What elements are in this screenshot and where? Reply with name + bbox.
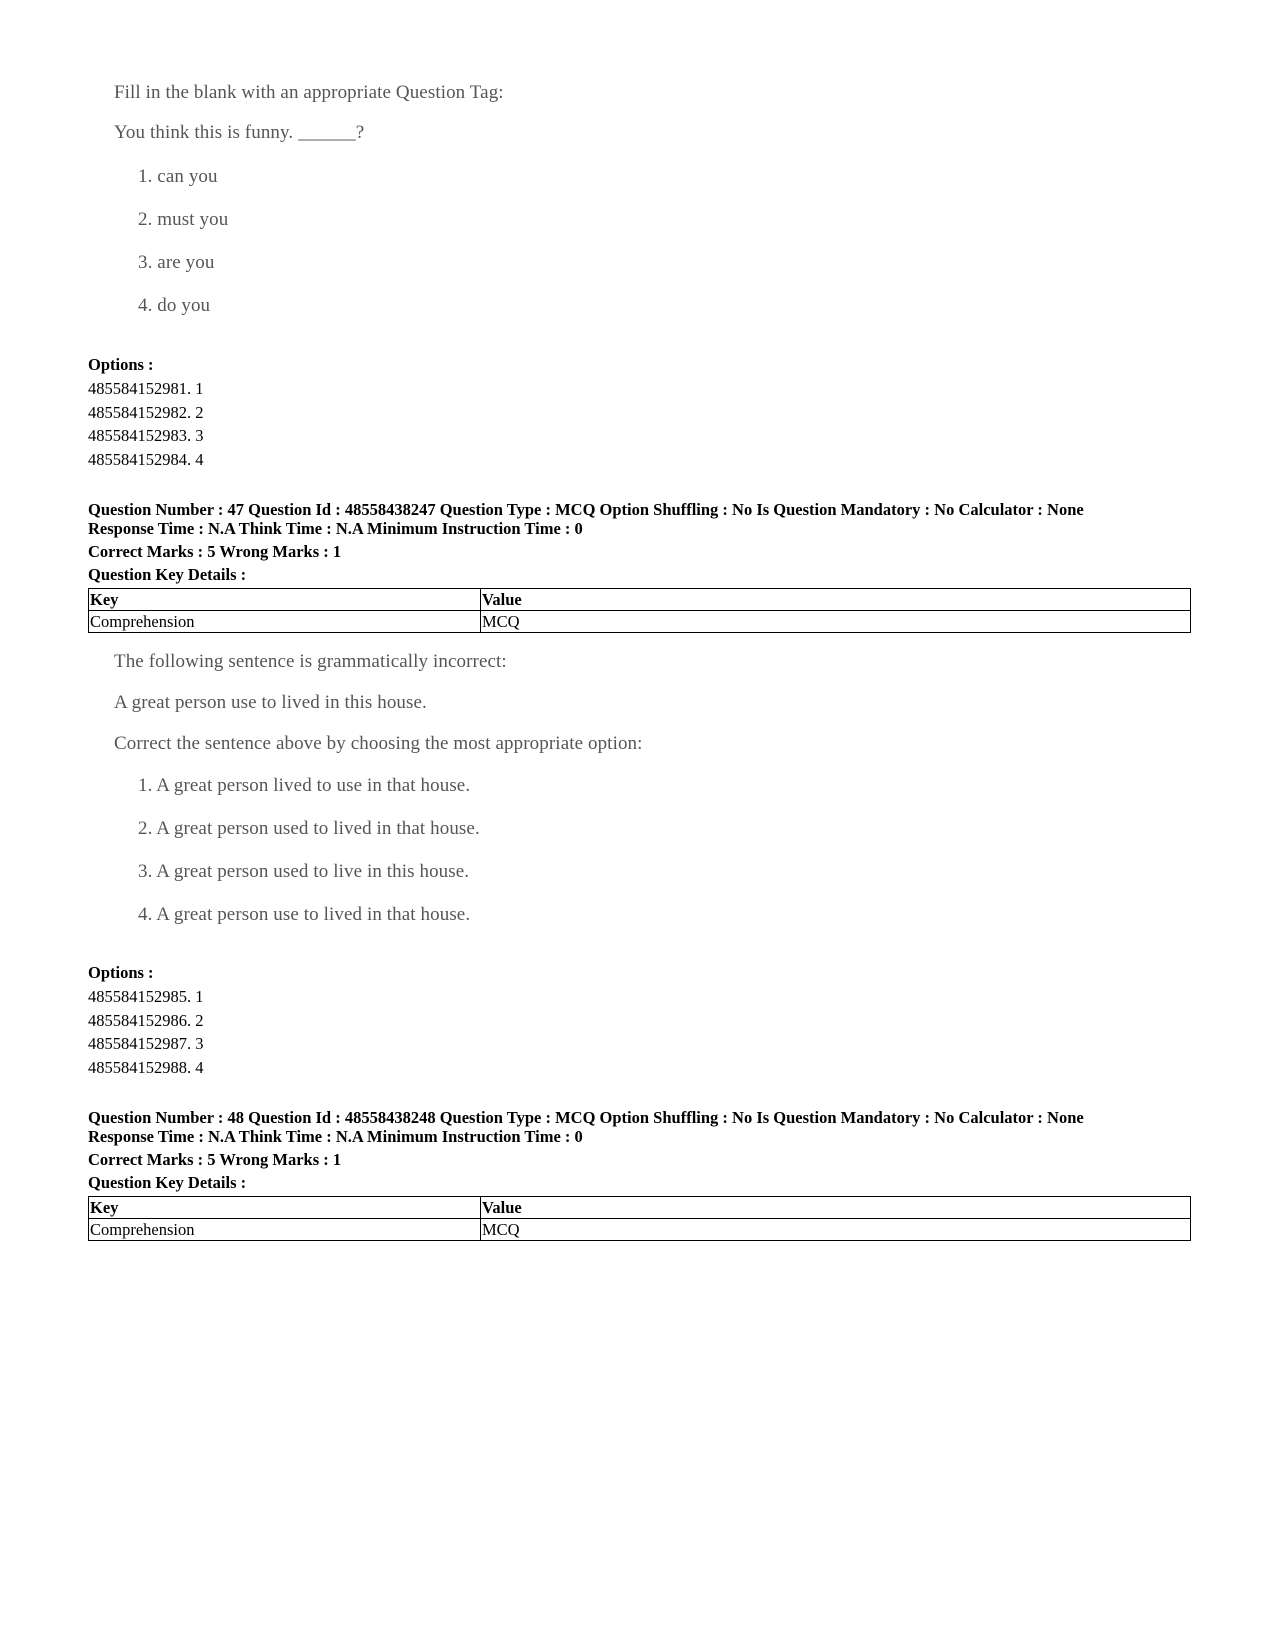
table-header-value: Value xyxy=(481,1197,1191,1219)
option-item: 485584152984. 4 xyxy=(88,449,204,469)
option-item: 485584152983. 3 xyxy=(88,426,204,446)
option-item: 485584152988. 4 xyxy=(88,1057,204,1077)
question-instruction: The following sentence is grammatically incorrect: xyxy=(114,651,507,672)
question-sentence: You think this is funny. ______? xyxy=(114,122,365,143)
option-item: 485584152985. 1 xyxy=(88,987,204,1006)
question-marks: Correct Marks : 5 Wrong Marks : 1 xyxy=(88,542,342,561)
table-cell-key: Comprehension xyxy=(89,1219,481,1241)
question-choice: 4. A great person use to lived in that house. xyxy=(138,904,471,925)
options-list xyxy=(88,985,204,1079)
table-header-row xyxy=(89,1197,1191,1219)
question-choice: 3. A great person used to live in this house. xyxy=(138,861,470,882)
question-choice: 2. A great person used to lived in that house. xyxy=(138,818,480,839)
question-meta-line1: Question Number : 48 Question Id : 48558438248 Question Type : MCQ Option Shuffling : No Is Question Mandatory : No Calculator : None xyxy=(88,1108,1084,1127)
question-meta-line1: Question Number : 47 Question Id : 48558438247 Question Type : MCQ Option Shuffling : No Is Question Mandatory : No Calculator : None xyxy=(88,500,1084,519)
question-choice: 4. do you xyxy=(138,295,211,316)
table-header-value: Value xyxy=(481,589,1191,611)
table-cell-key: Comprehension xyxy=(89,611,481,633)
table-header-key: Key xyxy=(89,1197,481,1219)
question-instruction-2: Correct the sentence above by choosing the most appropriate option: xyxy=(114,733,643,754)
options-label: Options : xyxy=(88,355,154,374)
question-meta-line2: Response Time : N.A Think Time : N.A Minimum Instruction Time : 0 xyxy=(88,1127,583,1146)
question-marks: Correct Marks : 5 Wrong Marks : 1 xyxy=(88,1150,342,1169)
option-item: 485584152982. 2 xyxy=(88,402,204,422)
table-cell-value: MCQ xyxy=(481,611,1191,633)
table-header-row xyxy=(89,589,1191,611)
question-key-table xyxy=(88,1196,1191,1241)
options-label: Options : xyxy=(88,963,154,982)
table-header-key: Key xyxy=(89,589,481,611)
table-row xyxy=(89,611,1191,633)
question-key-table xyxy=(88,588,1191,633)
question-sentence: A great person use to lived in this house. xyxy=(114,692,427,713)
question-instruction: Fill in the blank with an appropriate Question Tag: xyxy=(114,82,504,103)
question-key-details-label: Question Key Details : xyxy=(88,1173,247,1192)
question-choice: 1. A great person lived to use in that house. xyxy=(138,775,471,796)
option-item: 485584152986. 2 xyxy=(88,1010,204,1030)
option-item: 485584152981. 1 xyxy=(88,379,204,398)
table-cell-value: MCQ xyxy=(481,1219,1191,1241)
option-item: 485584152987. 3 xyxy=(88,1034,204,1054)
question-choice: 2. must you xyxy=(138,209,229,230)
question-choice: 1. can you xyxy=(138,166,218,187)
options-list xyxy=(88,377,204,471)
question-meta-line2: Response Time : N.A Think Time : N.A Minimum Instruction Time : 0 xyxy=(88,519,583,538)
question-key-details-label: Question Key Details : xyxy=(88,565,247,584)
table-row xyxy=(89,1219,1191,1241)
question-choice: 3. are you xyxy=(138,252,215,273)
